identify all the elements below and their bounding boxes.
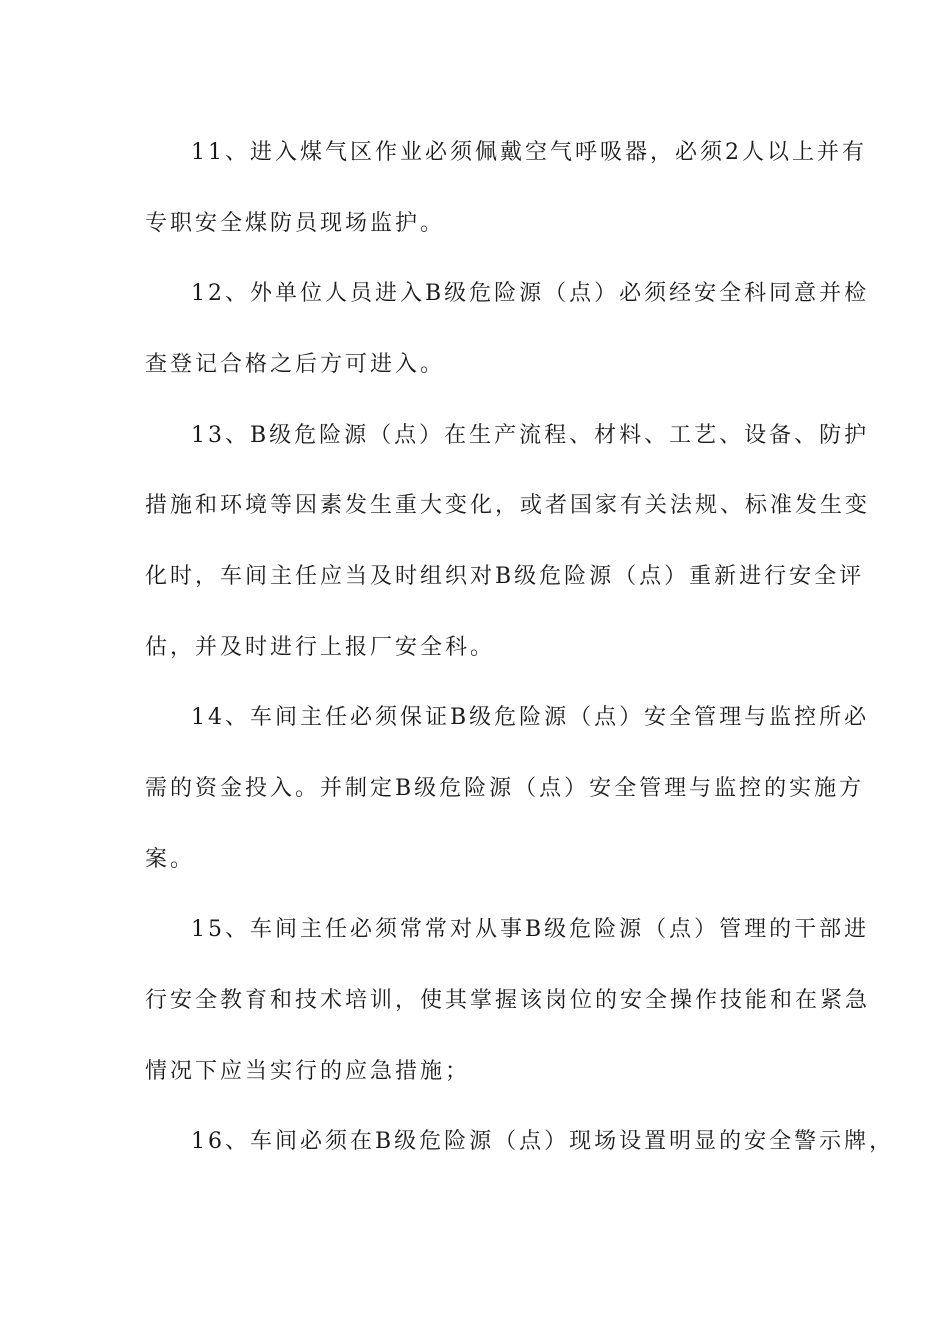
item-16-line-1: 16、车间必须在B级危险源（点）现场设置明显的安全警示牌， [191,1129,895,1154]
item-11-line-1: 11、进入煤气区作业必须佩戴空气呼吸器，必须2人以上并有 [191,140,867,165]
item-15-line-3: 情况下应当实行的应急措施； [145,1059,471,1084]
item-13-line-1: 13、B级危险源（点）在生产流程、材料、工艺、设备、防护 [191,423,870,448]
item-13-line-2: 措施和环境等因素发生重大变化，或者国家有关法规、标准发生变 [145,493,871,518]
item-14-line-1: 14、车间主任必须保证B级危险源（点）安全管理与监控所必 [191,705,870,730]
item-14-line-3: 案。 [145,847,196,872]
item-11-line-2: 专职安全煤防员现场监护。 [145,211,446,236]
item-14-line-2: 需的资金投入。并制定B级危险源（点）安全管理与监控的实施方 [145,776,865,801]
item-15-line-1: 15、车间主任必须常常对从事B级危险源（点）管理的干部进 [191,917,870,942]
item-13-line-3: 化时，车间主任应当及时组织对B级危险源（点）重新进行安全评 [145,564,865,589]
item-13-line-4: 估，并及时进行上报厂安全科。 [145,635,496,660]
item-12-line-1: 12、外单位人员进入B级危险源（点）必须经安全科同意并检 [191,281,870,306]
item-12-line-2: 查登记合格之后方可进入。 [145,352,446,377]
item-15-line-2: 行安全教育和技术培训，使其掌握该岗位的安全操作技能和在紧急 [145,988,871,1013]
